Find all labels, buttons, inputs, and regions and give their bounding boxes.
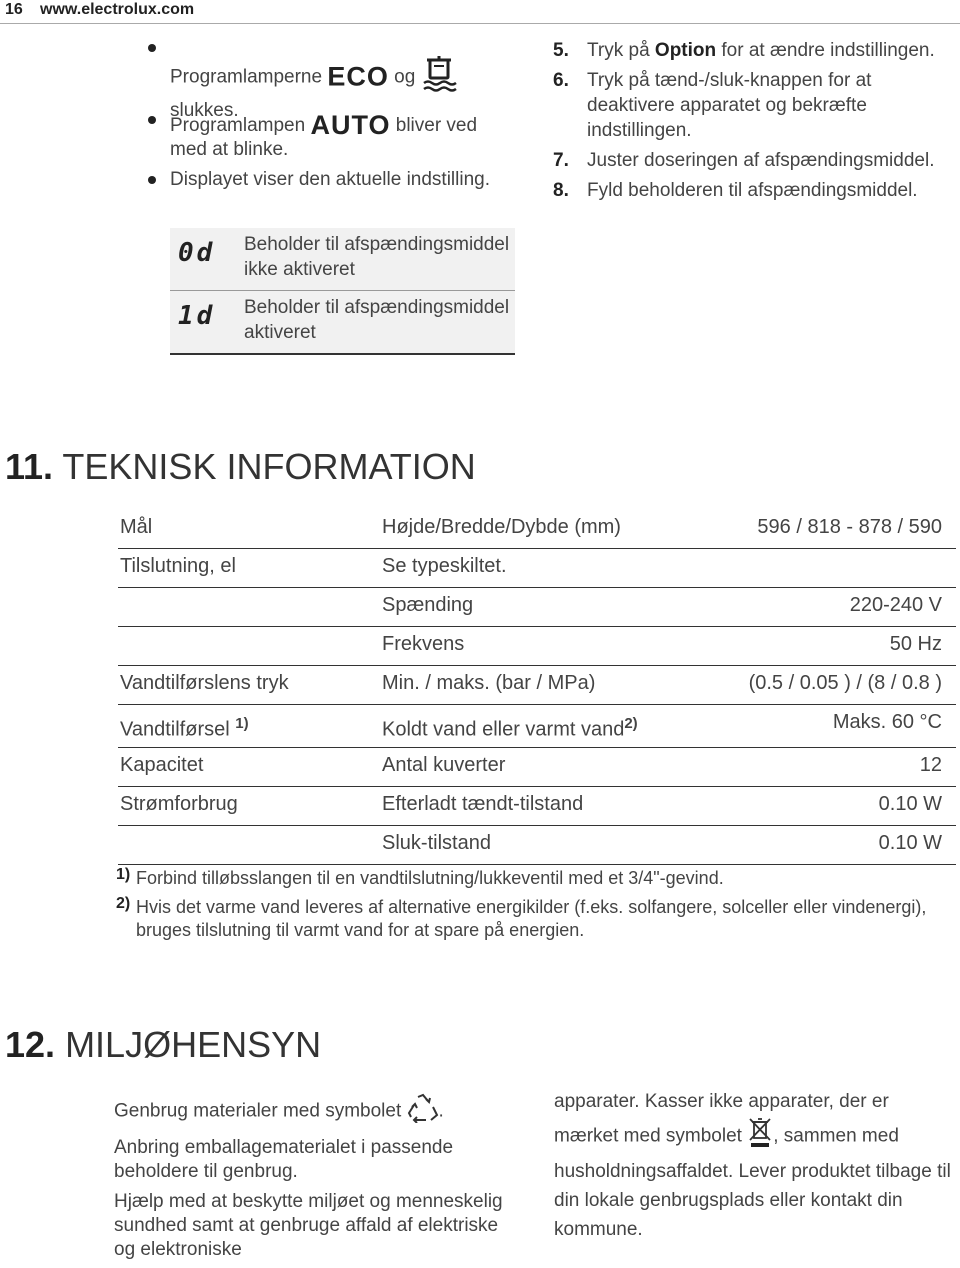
section-number: 12. bbox=[5, 1024, 56, 1065]
header-url: www.electrolux.com bbox=[40, 1, 195, 18]
section-title: MILJØHENSYN bbox=[65, 1024, 322, 1065]
display-symbol: 1d bbox=[178, 301, 216, 331]
auto-symbol: AUTO bbox=[310, 110, 391, 140]
cell-text: Koldt vand eller varmt vand bbox=[382, 718, 625, 741]
step-text: Fyld beholderen til afspændingsmiddel. bbox=[587, 180, 918, 201]
table-cell: Sluk-tilstand bbox=[382, 832, 491, 854]
footnote-mark: 1) bbox=[116, 866, 131, 883]
bullet-display bbox=[170, 168, 515, 192]
table-cell: Maks. 60 °C bbox=[832, 711, 942, 733]
table-row bbox=[118, 588, 956, 627]
step-number: 7. bbox=[553, 150, 569, 171]
table-cell: Højde/Bredde/Dybde (mm) bbox=[382, 516, 621, 538]
footnote-ref: 2) bbox=[624, 715, 638, 732]
table-cell: Efterladt tændt-tilstand bbox=[382, 793, 584, 815]
section-heading-11 bbox=[5, 446, 476, 488]
table-cell: Vandtilførslens tryk bbox=[120, 672, 289, 694]
tech-table bbox=[118, 510, 956, 865]
paragraph bbox=[114, 1093, 514, 1130]
step-item bbox=[548, 68, 953, 143]
table-cell: 0.10 W bbox=[878, 832, 942, 854]
table-cell: Min. / maks. (bar / MPa) bbox=[382, 672, 596, 694]
footnote bbox=[118, 867, 958, 890]
section-heading-12 bbox=[5, 1024, 321, 1066]
table-row bbox=[118, 748, 956, 787]
cell-text: Vandtilførsel bbox=[120, 718, 230, 741]
step-text: Juster doseringen af afspændingsmiddel. bbox=[587, 150, 935, 171]
paragraph-text: , sammen med husholdningsaffaldet. Lever produktet tilbage til din lokale genbrugsplads eller kontakt din kommune. bbox=[554, 1125, 951, 1240]
table-row bbox=[118, 510, 956, 549]
table-row bbox=[118, 787, 956, 826]
step-text: Tryk på bbox=[587, 40, 655, 61]
table-cell: Antal kuverter bbox=[382, 754, 506, 776]
table-row bbox=[118, 705, 956, 748]
environment-column-left bbox=[114, 1093, 514, 1268]
step-item bbox=[548, 148, 953, 173]
footnote-text: Hvis det varme vand leveres af alternative energikilder (f.eks. solfangere, solceller eller vindenergi), bruges tilslutning til varmt vand for at spare på energien. bbox=[136, 897, 927, 940]
display-description: Beholder til afspændingsmiddel aktiveret bbox=[244, 297, 510, 343]
footnote bbox=[118, 896, 958, 942]
table-cell: Strømforbrug bbox=[120, 793, 238, 815]
table-cell: Kapacitet bbox=[120, 754, 204, 776]
step-number: 6. bbox=[553, 70, 569, 91]
table-row bbox=[118, 549, 956, 588]
table-cell: 220-240 V bbox=[849, 594, 942, 616]
step-number: 5. bbox=[553, 40, 569, 61]
paragraph-text: apparater. Kasser ikke apparater, der er mærket med symbolet bbox=[554, 1091, 889, 1147]
steps-list bbox=[548, 38, 953, 208]
bullet-text: bliver ved med at blinke. bbox=[170, 115, 478, 160]
table-row bbox=[118, 826, 956, 865]
table-cell: 596 / 818 - 878 / 590 bbox=[757, 516, 942, 538]
eco-symbol: ECO bbox=[327, 61, 389, 92]
bullet-text: Displayet viser den aktuelle indstilling. bbox=[170, 169, 490, 190]
step-text: Tryk på tænd-/sluk-knappen for at deaktivere apparatet og bekræfte indstillingen. bbox=[587, 70, 872, 141]
bullet-text: slukkes. bbox=[170, 100, 239, 121]
step-number: 8. bbox=[553, 180, 569, 201]
footnote-mark: 2) bbox=[116, 895, 131, 912]
display-description: Beholder til afspændingsmiddel ikke aktiveret bbox=[244, 234, 510, 280]
table-cell: Se typeskiltet. bbox=[382, 555, 507, 577]
page-header bbox=[0, 0, 960, 20]
table-cell: Mål bbox=[120, 516, 153, 538]
crossed-bin-icon bbox=[747, 1116, 773, 1157]
bullet-dot bbox=[148, 44, 156, 52]
bullet-text: Programlamperne bbox=[170, 66, 323, 88]
environment-column-right bbox=[554, 1087, 954, 1250]
table-cell bbox=[120, 715, 249, 742]
section-title: TEKNISK INFORMATION bbox=[62, 446, 476, 487]
display-row bbox=[170, 291, 515, 353]
table-cell: Frekvens bbox=[382, 633, 465, 655]
footnote-text: Forbind tilløbsslangen til en vandtilslutning/lukkeventil med et 3/4"-gevind. bbox=[136, 868, 724, 888]
footnote-ref: 1) bbox=[235, 715, 249, 732]
bullet-dot bbox=[148, 176, 156, 184]
display-symbol: 0d bbox=[178, 238, 216, 268]
table-row bbox=[118, 627, 956, 666]
table-cell: 12 bbox=[919, 754, 942, 776]
dishwasher-icon bbox=[421, 56, 457, 99]
recycle-icon bbox=[407, 1093, 439, 1130]
paragraph: Anbring emballagematerialet i passende beholdere til genbrug. bbox=[114, 1137, 454, 1182]
header-divider bbox=[0, 23, 960, 24]
paragraph-text: Genbrug materialer med symbolet bbox=[114, 1100, 402, 1122]
display-row bbox=[170, 228, 515, 291]
bullet-dot bbox=[148, 116, 156, 124]
table-cell: Tilslutning, el bbox=[120, 555, 236, 577]
table-cell: 0.10 W bbox=[878, 793, 942, 815]
table-cell: 50 Hz bbox=[889, 633, 942, 655]
step-item bbox=[548, 178, 953, 203]
paragraph-text: . bbox=[438, 1100, 444, 1122]
paragraph bbox=[554, 1087, 954, 1244]
table-row bbox=[118, 666, 956, 705]
step-text: for at ændre indstillingen. bbox=[716, 40, 935, 61]
footnotes bbox=[118, 867, 958, 948]
display-table bbox=[170, 228, 515, 355]
page-number: 16 bbox=[5, 1, 23, 18]
bullet-text: Programlampen bbox=[170, 115, 306, 136]
option-button-label: Option bbox=[654, 40, 717, 61]
paragraph: Hjælp med at beskytte miljøet og menneskelig sundhed samt at genbruge affald af elektriske og elektroniske bbox=[114, 1191, 503, 1260]
table-cell bbox=[382, 715, 638, 742]
section-number: 11. bbox=[5, 446, 54, 487]
table-cell: (0.5 / 0.05 ) / (8 / 0.8 ) bbox=[748, 672, 942, 694]
step-item bbox=[548, 38, 953, 63]
table-cell: Spænding bbox=[382, 594, 474, 616]
bullet-text: og bbox=[394, 66, 416, 88]
